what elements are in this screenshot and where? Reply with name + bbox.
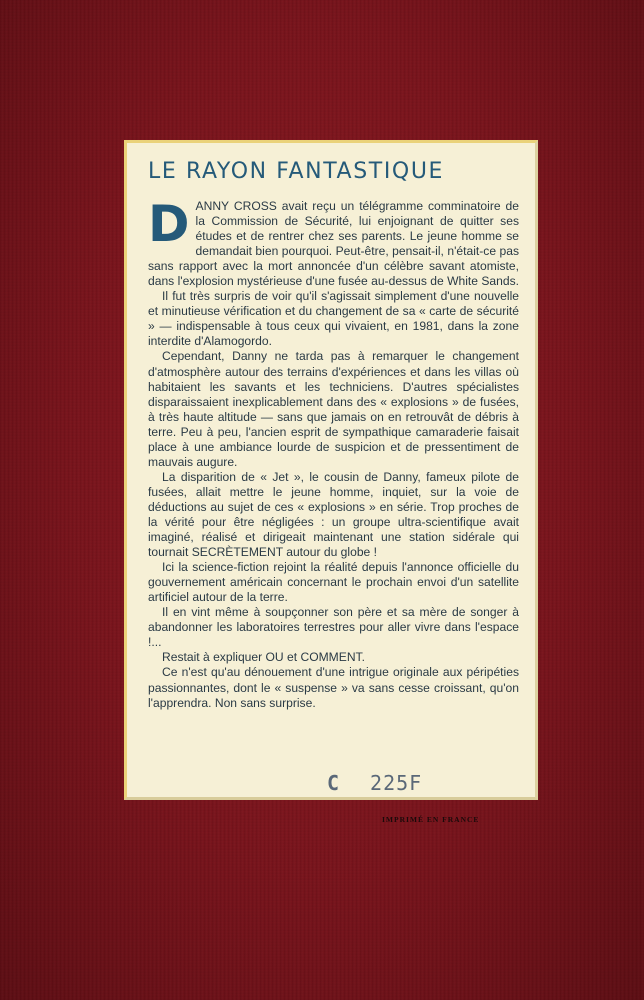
- book-title: LE RAYON FANTASTIQUE: [148, 159, 445, 184]
- blurb-paragraph: Il en vint même à soupçonner son père et sa mère de songer à abandonner les laboratoires terrestres pour aller vivre dans l'espace !...: [148, 605, 519, 650]
- blurb-paragraph: La disparition de « Jet », le cousin de Danny, fameux pilote de fusées, allait mettre le jeune homme, inquiet, sur la voie de déductions au sujet de ces « explosions » en série. Trop proches de la vérité pour être négligées : un groupe ultra-scientifique avait imaginé, réalisé et dirigeait maintenant une station sidérale qui tournait SECRÈTEMENT autour du globe !: [148, 469, 519, 560]
- blurb-paragraph: Ici la science-fiction rejoint la réalité depuis l'annonce officielle du gouvernement américain concernant le prochain envoi d'un satellite artificiel autour de la terre.: [148, 560, 519, 605]
- blurb-paragraph: Cependant, Danny ne tarda pas à remarquer le changement d'atmosphère autour des terrains d'expériences et dans les villas où habitaient les savants et les techniciens. D'autres spécialistes disparaissaient inexplicablement dans des « explosions » de fusées, à très haute altitude — sans que jamais on en retrouvât de débris à terre. Peu à peu, l'ancien esprit de sympathique camaraderie faisait place à une ambiance lourde de suspicion et de pressentiment de mauvais augure.: [148, 349, 519, 469]
- price-stamp: [327, 771, 447, 795]
- blurb-paragraph: DANNY CROSS avait reçu un télégramme comminatoire de la Commission de Sécurité, lui enjoignant de quitter ses études et de rentrer chez ses parents. Le jeune homme se demandait bien pourquoi. Peut-être, pensait-il, n'était-ce pas sans rapport avec la mort annoncée d'un célèbre savant atomiste, dans l'explosion mystérieuse d'une fusée au-dessus de White Sands.: [148, 195, 520, 289]
- drop-cap: D: [148, 195, 190, 253]
- imprint-text: IMPRIMÉ EN FRANCE: [382, 815, 480, 824]
- back-cover-label: [124, 140, 538, 800]
- blurb-paragraph: Ce n'est qu'au dénouement d'une intrigue originale aux péripéties passionnantes, dont le « suspense » va sans cesse croissant, qu'on l'apprendra. Non sans surprise.: [148, 665, 519, 710]
- price-code: C: [327, 771, 341, 795]
- blurb-paragraph: Il fut très surpris de voir qu'il s'agissait simplement d'une nouvelle et minutieuse vérification et du changement de sa « carte de sécurité » — indispensable à tous ceux qui vivaient, en 1981, dans la zone interdite d'Alamogordo.: [148, 289, 519, 349]
- blurb-paragraph: Restait à expliquer OU et COMMENT.: [162, 650, 365, 665]
- blurb-text: [148, 195, 520, 711]
- price-value: 225F: [370, 771, 423, 795]
